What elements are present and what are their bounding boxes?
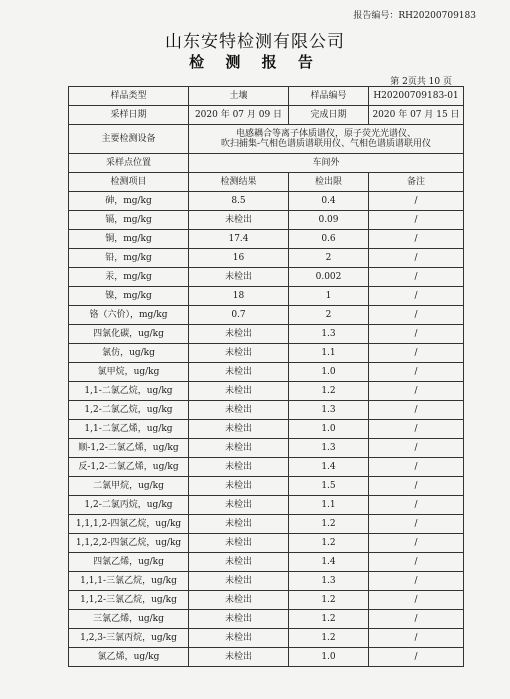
table-row <box>69 629 464 648</box>
cell-result: 未检出 <box>189 648 289 667</box>
cell-remark: / <box>369 192 464 211</box>
table-row <box>69 610 464 629</box>
document-title: 检 测 报 告 <box>189 53 321 71</box>
cell-remark: / <box>369 572 464 591</box>
cell-item: 镍，mg/kg <box>69 287 189 306</box>
cell-limit: 1 <box>289 287 369 306</box>
table-row <box>69 553 464 572</box>
cell-remark: / <box>369 268 464 287</box>
cell-limit: 0.6 <box>289 230 369 249</box>
cell-limit: 1.0 <box>289 648 369 667</box>
table-row <box>69 401 464 420</box>
cell-result: 未检出 <box>189 458 289 477</box>
equipment-line-1: 电感耦合等离子体质谱仪，原子荧光光谱仪、 <box>235 129 416 139</box>
sampling-date-value: 2020 年 07 月 09 日 <box>189 106 289 125</box>
cell-result: 未检出 <box>189 572 289 591</box>
cell-limit: 1.5 <box>289 477 369 496</box>
cell-limit: 0.4 <box>289 192 369 211</box>
cell-limit: 0.002 <box>289 268 369 287</box>
cell-item: 镉，mg/kg <box>69 211 189 230</box>
cell-item: 1,1,1-三氯乙烷，ug/kg <box>69 572 189 591</box>
cell-remark: / <box>369 629 464 648</box>
cell-result: 8.5 <box>189 192 289 211</box>
cell-remark: / <box>369 610 464 629</box>
cell-result: 未检出 <box>189 325 289 344</box>
table-row <box>69 211 464 230</box>
table-row <box>69 268 464 287</box>
cell-remark: / <box>369 401 464 420</box>
cell-remark: / <box>369 287 464 306</box>
col-header-limit: 检出限 <box>289 173 369 192</box>
cell-item: 铅，mg/kg <box>69 249 189 268</box>
equipment-line-2: 吹扫捕集-气相色谱质谱联用仪、气相色谱质谱联用仪 <box>220 139 432 149</box>
cell-result: 未检出 <box>189 363 289 382</box>
cell-item: 氯仿，ug/kg <box>69 344 189 363</box>
equipment-label: 主要检测设备 <box>69 125 189 154</box>
cell-remark: / <box>369 439 464 458</box>
cell-result: 未检出 <box>189 591 289 610</box>
cell-item: 1,2,3-三氯丙烷，ug/kg <box>69 629 189 648</box>
cell-result: 未检出 <box>189 420 289 439</box>
cell-limit: 1.0 <box>289 420 369 439</box>
table-row <box>69 458 464 477</box>
cell-item: 二氯甲烷，ug/kg <box>69 477 189 496</box>
cell-result: 17.4 <box>189 230 289 249</box>
cell-remark: / <box>369 477 464 496</box>
cell-limit: 1.2 <box>289 610 369 629</box>
table-row <box>69 382 464 401</box>
cell-remark: / <box>369 211 464 230</box>
table-row <box>69 287 464 306</box>
cell-limit: 1.4 <box>289 553 369 572</box>
location-label: 采样点位置 <box>69 154 189 173</box>
info-row-equipment <box>69 125 464 154</box>
table-row <box>69 306 464 325</box>
cell-limit: 0.09 <box>289 211 369 230</box>
table-row <box>69 439 464 458</box>
cell-item: 1,2-二氯丙烷，ug/kg <box>69 496 189 515</box>
cell-item: 反-1,2-二氯乙烯，ug/kg <box>69 458 189 477</box>
info-row-dates <box>69 106 464 125</box>
cell-result: 0.7 <box>189 306 289 325</box>
cell-result: 未检出 <box>189 534 289 553</box>
cell-remark: / <box>369 515 464 534</box>
sample-no-label: 样品编号 <box>289 87 369 106</box>
cell-limit: 1.0 <box>289 363 369 382</box>
page-indicator: 第 2页共 10 页 <box>390 77 452 87</box>
sample-no-value: H20200709183-01 <box>369 87 464 106</box>
cell-limit: 1.4 <box>289 458 369 477</box>
cell-limit: 1.3 <box>289 401 369 420</box>
col-header-item: 检测项目 <box>69 173 189 192</box>
table-row <box>69 192 464 211</box>
table-row <box>69 591 464 610</box>
table-row <box>69 344 464 363</box>
cell-limit: 1.2 <box>289 382 369 401</box>
cell-result: 16 <box>189 249 289 268</box>
cell-item: 顺-1,2-二氯乙烯，ug/kg <box>69 439 189 458</box>
table-row <box>69 420 464 439</box>
cell-limit: 1.2 <box>289 515 369 534</box>
completion-date-label: 完成日期 <box>289 106 369 125</box>
cell-limit: 2 <box>289 306 369 325</box>
table-row <box>69 249 464 268</box>
cell-limit: 1.1 <box>289 344 369 363</box>
cell-limit: 1.3 <box>289 325 369 344</box>
table-row <box>69 572 464 591</box>
location-value: 车间外 <box>189 154 464 173</box>
cell-remark: / <box>369 344 464 363</box>
col-header-remark: 备注 <box>369 173 464 192</box>
cell-limit: 1.3 <box>289 439 369 458</box>
cell-result: 未检出 <box>189 382 289 401</box>
cell-item: 1,1,1,2-四氯乙烷，ug/kg <box>69 515 189 534</box>
table-row <box>69 363 464 382</box>
sample-type-label: 样品类型 <box>69 87 189 106</box>
cell-item: 铜，mg/kg <box>69 230 189 249</box>
cell-remark: / <box>369 496 464 515</box>
cell-item: 1,1,2,2-四氯乙烷，ug/kg <box>69 534 189 553</box>
column-header-row <box>69 173 464 192</box>
cell-remark: / <box>369 306 464 325</box>
cell-result: 18 <box>189 287 289 306</box>
table-row <box>69 477 464 496</box>
cell-result: 未检出 <box>189 477 289 496</box>
cell-item: 氯甲烷，ug/kg <box>69 363 189 382</box>
cell-result: 未检出 <box>189 401 289 420</box>
cell-remark: / <box>369 325 464 344</box>
sampling-date-label: 采样日期 <box>69 106 189 125</box>
cell-limit: 1.3 <box>289 572 369 591</box>
table-row <box>69 325 464 344</box>
info-row-location <box>69 154 464 173</box>
cell-result: 未检出 <box>189 515 289 534</box>
table-row <box>69 648 464 667</box>
cell-item: 四氯化碳，ug/kg <box>69 325 189 344</box>
company-name: 山东安特检测有限公司 <box>165 32 345 52</box>
cell-limit: 1.1 <box>289 496 369 515</box>
cell-item: 氯乙烯，ug/kg <box>69 648 189 667</box>
cell-item: 四氯乙烯，ug/kg <box>69 553 189 572</box>
cell-remark: / <box>369 382 464 401</box>
cell-limit: 1.2 <box>289 629 369 648</box>
cell-item: 铬（六价），mg/kg <box>69 306 189 325</box>
info-row-sample <box>69 87 464 106</box>
cell-item: 汞，mg/kg <box>69 268 189 287</box>
cell-remark: / <box>369 420 464 439</box>
cell-remark: / <box>369 458 464 477</box>
table-row <box>69 230 464 249</box>
cell-result: 未检出 <box>189 496 289 515</box>
completion-date-value: 2020 年 07 月 15 日 <box>369 106 464 125</box>
cell-result: 未检出 <box>189 439 289 458</box>
cell-result: 未检出 <box>189 629 289 648</box>
cell-result: 未检出 <box>189 344 289 363</box>
cell-remark: / <box>369 249 464 268</box>
table-row <box>69 496 464 515</box>
cell-result: 未检出 <box>189 211 289 230</box>
report-number: 报告编号：RH20200709183 <box>353 11 476 21</box>
cell-item: 三氯乙烯，ug/kg <box>69 610 189 629</box>
col-header-result: 检测结果 <box>189 173 289 192</box>
cell-item: 1,1-二氯乙烯，ug/kg <box>69 420 189 439</box>
cell-limit: 1.2 <box>289 591 369 610</box>
table-row <box>69 515 464 534</box>
cell-remark: / <box>369 591 464 610</box>
equipment-value <box>189 125 464 154</box>
cell-item: 1,2-二氯乙烷，ug/kg <box>69 401 189 420</box>
cell-result: 未检出 <box>189 268 289 287</box>
sample-type-value: 土壤 <box>189 87 289 106</box>
table-row <box>69 534 464 553</box>
cell-remark: / <box>369 363 464 382</box>
cell-item: 1,1,2-三氯乙烷，ug/kg <box>69 591 189 610</box>
cell-remark: / <box>369 553 464 572</box>
cell-result: 未检出 <box>189 610 289 629</box>
cell-item: 砷，mg/kg <box>69 192 189 211</box>
cell-remark: / <box>369 648 464 667</box>
cell-limit: 1.2 <box>289 534 369 553</box>
cell-item: 1,1-二氯乙烷，ug/kg <box>69 382 189 401</box>
cell-limit: 2 <box>289 249 369 268</box>
results-table <box>68 86 464 667</box>
cell-remark: / <box>369 230 464 249</box>
cell-remark: / <box>369 534 464 553</box>
cell-result: 未检出 <box>189 553 289 572</box>
